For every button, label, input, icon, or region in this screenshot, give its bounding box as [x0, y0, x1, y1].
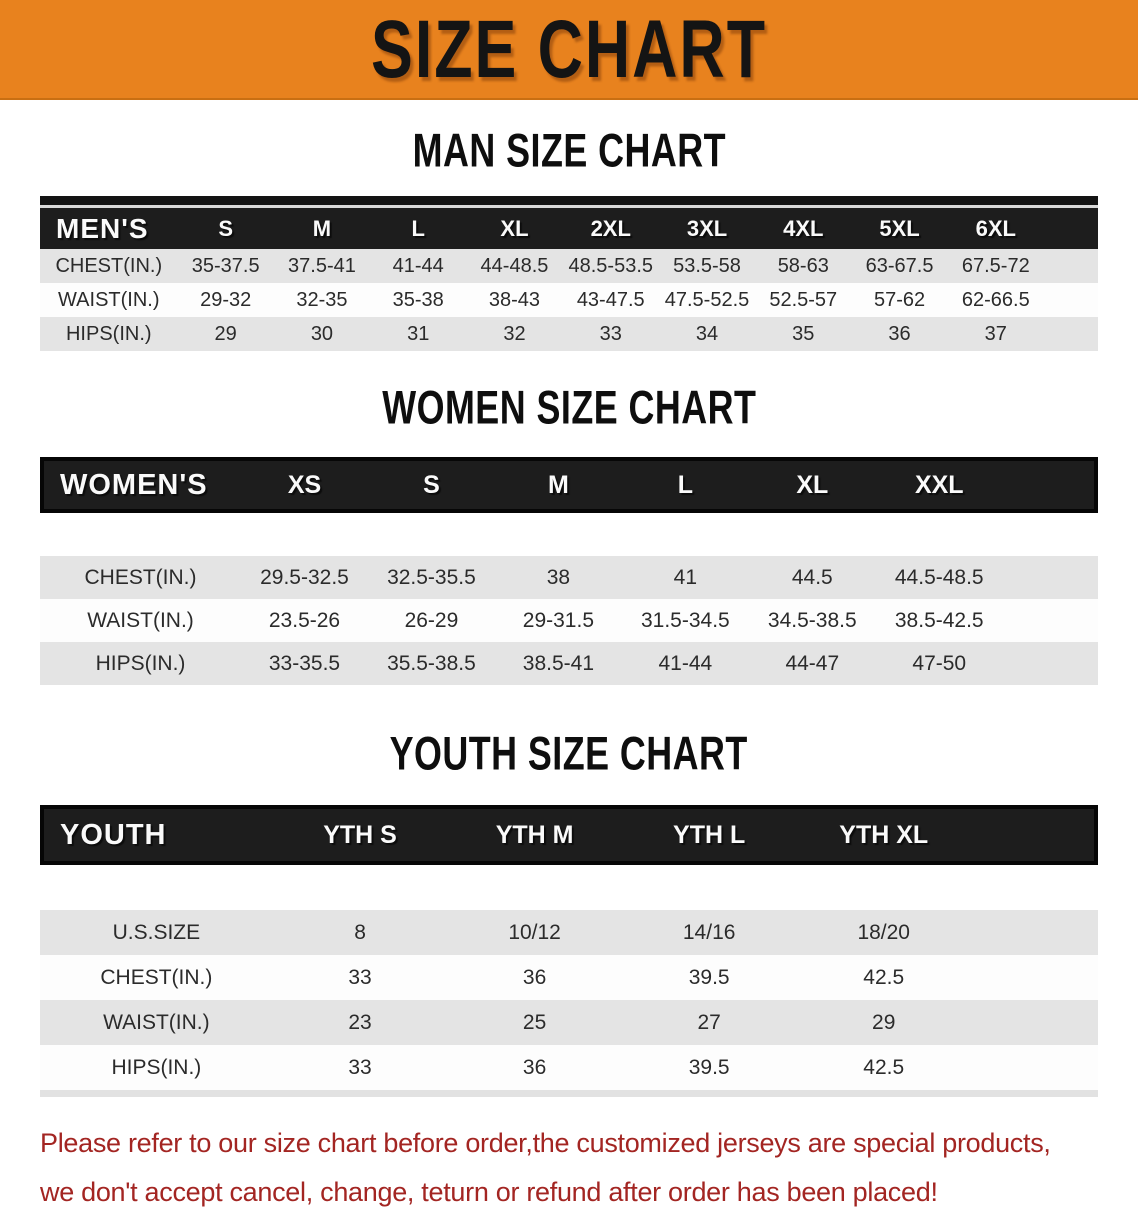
measurement-label: WAIST(IN.)	[40, 599, 241, 642]
spacer-cell	[1003, 556, 1098, 599]
size-value-cell: 36	[447, 955, 622, 1000]
spacer-cell	[1044, 249, 1098, 283]
size-value-cell: 47-50	[876, 642, 1003, 685]
size-column-header: XXL	[876, 457, 1003, 513]
man-section-heading-text: MAN SIZE CHART	[412, 125, 726, 178]
table-row	[40, 599, 1098, 642]
size-value-cell: 29	[178, 317, 274, 351]
size-value-cell: 10/12	[447, 910, 622, 955]
size-value-cell: 31.5-34.5	[622, 599, 749, 642]
spacer-cell	[1003, 642, 1098, 685]
disclaimer-line-2: we don't accept cancel, change, teturn or refund after order has been placed!	[40, 1177, 938, 1207]
size-column-header: 4XL	[755, 205, 851, 249]
size-value-cell: 41-44	[622, 642, 749, 685]
size-value-cell: 38-43	[466, 283, 562, 317]
size-value-cell: 44-47	[749, 642, 876, 685]
size-value-cell: 44-48.5	[466, 249, 562, 283]
size-value-cell: 37	[948, 317, 1044, 351]
size-value-cell: 34	[659, 317, 755, 351]
size-value-cell: 29.5-32.5	[241, 556, 368, 599]
size-value-cell: 32-35	[274, 283, 370, 317]
measurement-label: HIPS(IN.)	[40, 642, 241, 685]
size-value-cell: 53.5-58	[659, 249, 755, 283]
size-value-cell: 38	[495, 556, 622, 599]
size-value-cell: 37.5-41	[274, 249, 370, 283]
size-value-cell: 39.5	[622, 955, 797, 1000]
spacer-cell	[971, 955, 1098, 1000]
size-value-cell: 35	[755, 317, 851, 351]
table-row	[40, 317, 1098, 351]
size-value-cell: 25	[447, 1000, 622, 1045]
size-column-header: L	[370, 205, 466, 249]
spacer-cell	[1003, 457, 1098, 513]
table-title-cell: MEN'S	[40, 205, 178, 249]
men-size-table	[40, 196, 1098, 351]
size-value-cell: 57-62	[851, 283, 947, 317]
spacer-cell	[1044, 317, 1098, 351]
spacer-cell	[40, 865, 1098, 910]
size-value-cell: 18/20	[796, 910, 971, 955]
size-value-cell: 29	[796, 1000, 971, 1045]
measurement-label: WAIST(IN.)	[40, 1000, 273, 1045]
measurement-label: CHEST(IN.)	[40, 249, 178, 283]
size-value-cell: 23	[273, 1000, 448, 1045]
size-column-header: YTH S	[273, 805, 448, 865]
size-value-cell: 35.5-38.5	[368, 642, 495, 685]
size-value-cell: 63-67.5	[851, 249, 947, 283]
man-section-heading	[40, 100, 1098, 196]
table-header-row	[40, 205, 1098, 249]
size-value-cell: 47.5-52.5	[659, 283, 755, 317]
size-column-header: XL	[749, 457, 876, 513]
size-value-cell: 30	[274, 317, 370, 351]
spacer-cell	[1044, 283, 1098, 317]
size-column-header: YTH M	[447, 805, 622, 865]
women-section-heading-text: WOMEN SIZE CHART	[381, 382, 757, 435]
measurement-label: WAIST(IN.)	[40, 283, 178, 317]
size-value-cell: 44.5	[749, 556, 876, 599]
size-column-header: XS	[241, 457, 368, 513]
table-row	[40, 642, 1098, 685]
size-value-cell: 41	[622, 556, 749, 599]
spacer-cell	[40, 513, 1098, 556]
header-gap-row	[40, 513, 1098, 556]
size-value-cell: 33	[563, 317, 659, 351]
table-row	[40, 283, 1098, 317]
size-value-cell: 35-38	[370, 283, 466, 317]
table-title-cell: WOMEN'S	[40, 457, 241, 513]
size-value-cell: 29-31.5	[495, 599, 622, 642]
table-row	[40, 1045, 1098, 1090]
spacer-cell	[971, 1000, 1098, 1045]
size-value-cell: 44.5-48.5	[876, 556, 1003, 599]
size-value-cell: 38.5-42.5	[876, 599, 1003, 642]
size-column-header: M	[274, 205, 370, 249]
size-column-header: 3XL	[659, 205, 755, 249]
size-value-cell: 31	[370, 317, 466, 351]
table-row	[40, 910, 1098, 955]
disclaimer-note	[40, 1119, 1098, 1217]
measurement-label: U.S.SIZE	[40, 910, 273, 955]
size-value-cell: 36	[447, 1045, 622, 1090]
size-value-cell: 42.5	[796, 1045, 971, 1090]
size-column-header: XL	[466, 205, 562, 249]
banner-title: SIZE CHART	[371, 2, 767, 96]
table-row	[40, 955, 1098, 1000]
size-value-cell: 26-29	[368, 599, 495, 642]
size-value-cell: 23.5-26	[241, 599, 368, 642]
spacer-cell	[1003, 599, 1098, 642]
size-value-cell: 33	[273, 955, 448, 1000]
women-section-heading	[40, 351, 1098, 457]
size-column-header: 5XL	[851, 205, 947, 249]
size-value-cell: 39.5	[622, 1045, 797, 1090]
size-value-cell: 8	[273, 910, 448, 955]
size-value-cell: 35-37.5	[178, 249, 274, 283]
size-value-cell: 33	[273, 1045, 448, 1090]
table-row	[40, 556, 1098, 599]
size-value-cell: 41-44	[370, 249, 466, 283]
size-column-header: L	[622, 457, 749, 513]
size-value-cell: 48.5-53.5	[563, 249, 659, 283]
size-value-cell: 32.5-35.5	[368, 556, 495, 599]
size-value-cell: 32	[466, 317, 562, 351]
size-value-cell: 58-63	[755, 249, 851, 283]
size-value-cell: 34.5-38.5	[749, 599, 876, 642]
content-area	[0, 100, 1138, 1217]
size-value-cell: 14/16	[622, 910, 797, 955]
table-row	[40, 249, 1098, 283]
measurement-label: CHEST(IN.)	[40, 955, 273, 1000]
size-column-header: YTH XL	[796, 805, 971, 865]
table-row	[40, 1000, 1098, 1045]
size-value-cell: 36	[851, 317, 947, 351]
youth-section-heading-text: YOUTH SIZE CHART	[389, 728, 749, 781]
header-gap-row	[40, 865, 1098, 910]
women-size-table	[40, 457, 1098, 685]
size-value-cell: 62-66.5	[948, 283, 1044, 317]
size-column-header: YTH L	[622, 805, 797, 865]
size-value-cell: 38.5-41	[495, 642, 622, 685]
measurement-label: HIPS(IN.)	[40, 1045, 273, 1090]
size-column-header: 6XL	[948, 205, 1044, 249]
measurement-label: CHEST(IN.)	[40, 556, 241, 599]
table-title-cell: YOUTH	[40, 805, 273, 865]
size-value-cell: 42.5	[796, 955, 971, 1000]
size-value-cell: 52.5-57	[755, 283, 851, 317]
size-value-cell: 27	[622, 1000, 797, 1045]
size-value-cell: 29-32	[178, 283, 274, 317]
youth-section-heading	[40, 685, 1098, 805]
size-value-cell: 67.5-72	[948, 249, 1044, 283]
spacer-cell	[971, 805, 1098, 865]
size-column-header: S	[368, 457, 495, 513]
youth-size-table	[40, 805, 1098, 1097]
table-header-row	[40, 805, 1098, 865]
size-chart-banner	[0, 0, 1138, 100]
size-column-header: S	[178, 205, 274, 249]
spacer-cell	[1044, 205, 1098, 249]
spacer-cell	[971, 910, 1098, 955]
size-value-cell: 43-47.5	[563, 283, 659, 317]
size-column-header: M	[495, 457, 622, 513]
disclaimer-line-1: Please refer to our size chart before order,the customized jerseys are special products,	[40, 1128, 1051, 1158]
table-header-row	[40, 457, 1098, 513]
size-column-header: 2XL	[563, 205, 659, 249]
spacer-cell	[971, 1045, 1098, 1090]
size-value-cell: 33-35.5	[241, 642, 368, 685]
measurement-label: HIPS(IN.)	[40, 317, 178, 351]
